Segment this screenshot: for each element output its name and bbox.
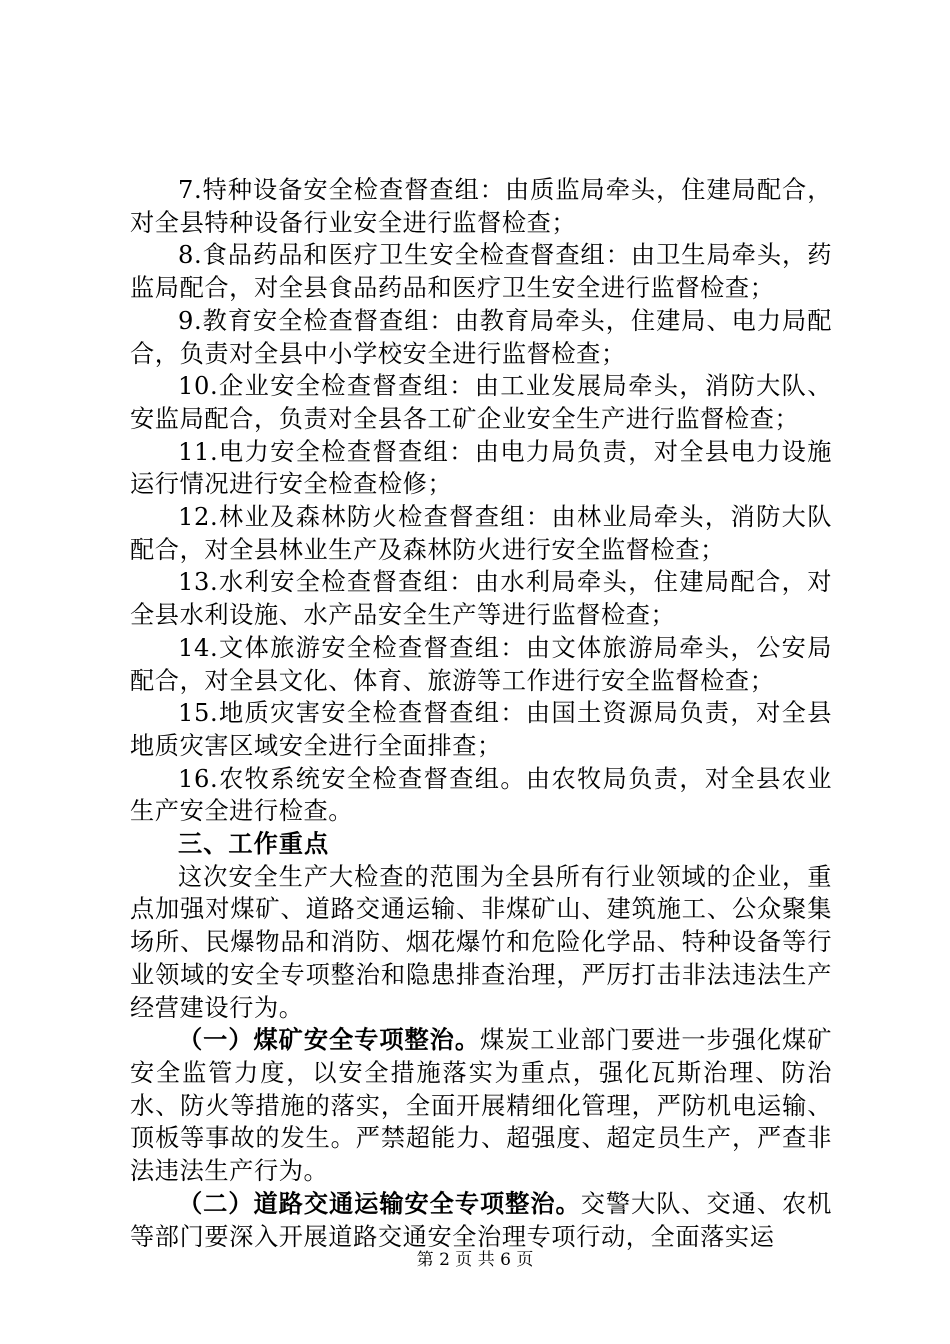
list-item: 7.特种设备安全检查督查组：由质监局牵头，住建局配合，对全县特种设备行业安全进行监督检查； xyxy=(130,176,832,237)
subsection-body: 交警大队、交通、农机等部门要深入开展道路交通安全治理专项行动，全面落实运 xyxy=(130,1189,832,1251)
list-item: 16.农牧系统安全检查督查组。由农牧局负责，对全县农业生产安全进行检查。 xyxy=(130,764,832,826)
list-item: 12.林业及森林防火检查督查组：由林业局牵头，消防大队配合，对全县林业生产及森林防火进行安全监督检查； xyxy=(130,503,832,564)
list-item: 13.水利安全检查督查组：由水利局牵头，住建局配合，对全县水利设施、水产品安全生产等进行监督检查； xyxy=(130,568,832,630)
list-item: 11.电力安全检查督查组：由电力局负责，对全县电力设施运行情况进行安全检查检修； xyxy=(130,437,832,499)
list-item: 9.教育安全检查督查组：由教育局牵头，住建局、电力局配合，负责对全县中小学校安全进行监督检查； xyxy=(130,306,832,368)
subsection-paragraph xyxy=(130,1188,832,1253)
subsection-paragraph xyxy=(130,1024,832,1188)
subsection-body: 煤炭工业部门要进一步强化煤矿安全监管力度，以安全措施落实为重点，强化瓦斯治理、防治水、防火等措施的落实，全面开展精细化管理，严防机电运输、顶板等事故的发生。严禁超能力、超强度、超定员生产，严查非法违法生产行为。 xyxy=(130,1026,833,1186)
document-body xyxy=(130,174,832,1253)
page-footer: 第 2 页 共 6 页 xyxy=(416,1250,534,1270)
section-intro: 这次安全生产大检查的范围为全县所有行业领域的企业，重点加强对煤矿、道路交通运输、非煤矿山、建筑施工、公众聚集场所、民爆物品和消防、烟花爆竹和危险化学品、特种设备等行业领域的安全专项整治和隐患排查治理，严厉打击非法违法生产经营建设行为。 xyxy=(130,862,832,1022)
list-item: 10.企业安全检查督查组：由工业发展局牵头，消防大队、安监局配合，负责对全县各工矿企业安全生产进行监督检查； xyxy=(130,372,832,433)
subsection-title: （二）道路交通运输安全专项整治。 xyxy=(178,1189,581,1218)
list-item: 15.地质灾害安全检查督查组：由国土资源局负责，对全县地质灾害区域安全进行全面排查； xyxy=(130,699,832,760)
section-heading: 三、工作重点 xyxy=(178,830,330,859)
list-item: 8.食品药品和医疗卫生安全检查督查组：由卫生局牵头，药监局配合，对全县食品药品和医疗卫生安全进行监督检查； xyxy=(130,241,832,303)
list-item: 14.文体旅游安全检查督查组：由文体旅游局牵头，公安局配合，对全县文化、体育、旅游等工作进行安全监督检查； xyxy=(130,633,832,695)
subsection-title: （一）煤矿安全专项整治。 xyxy=(178,1026,481,1055)
